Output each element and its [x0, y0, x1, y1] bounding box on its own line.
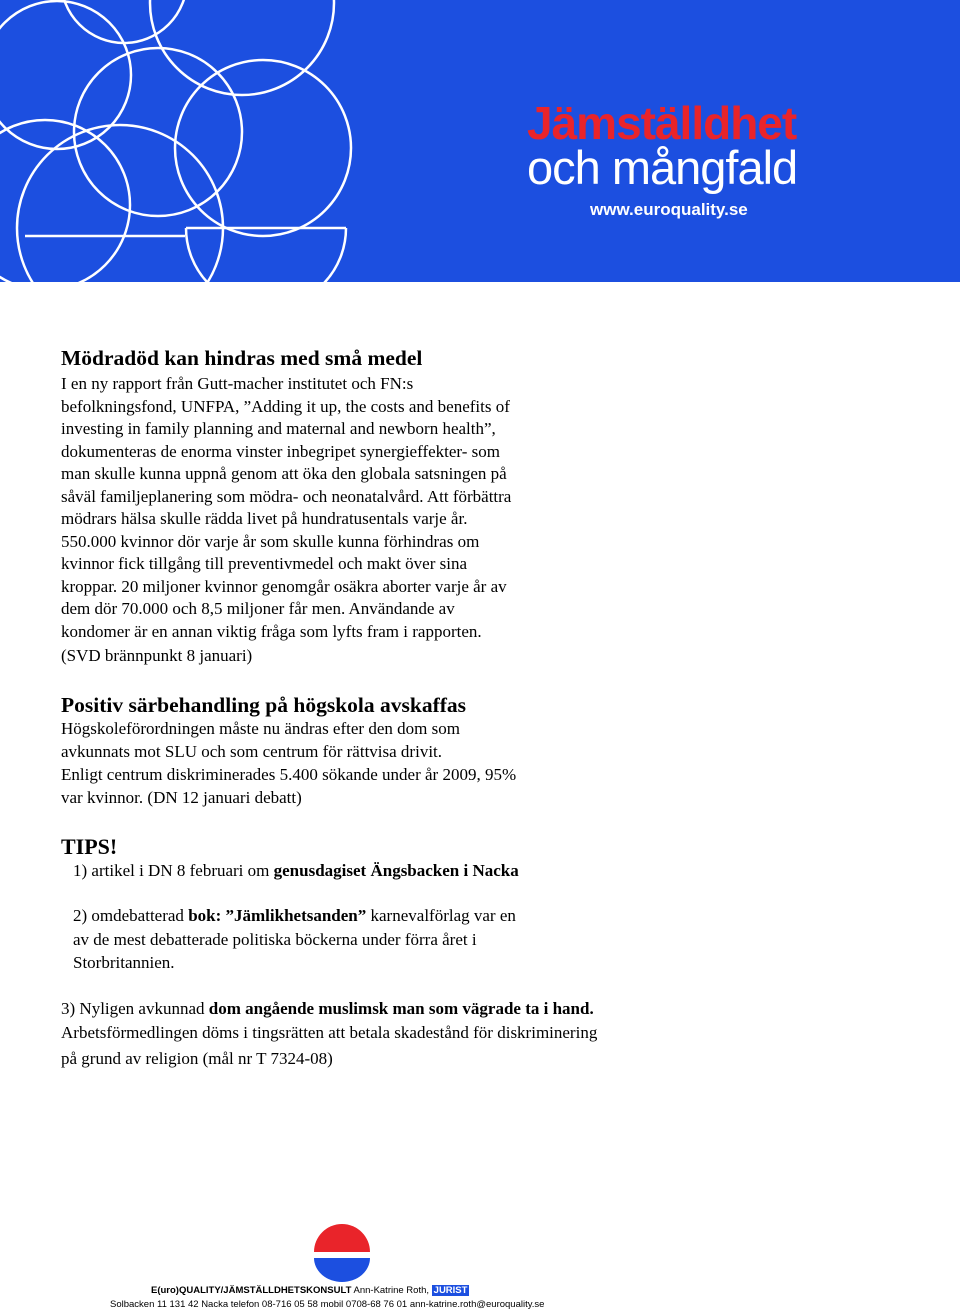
tip-3-line: Arbetsförmedlingen döms i tingsrätten att betala skadestånd för diskriminering	[61, 1023, 598, 1042]
tip-item-3	[61, 999, 594, 1019]
tip-2-line: av de mest debatterade politiska böckerna under förra året i	[73, 930, 477, 949]
tip-2-suffix: karnevalförlag var en	[366, 906, 516, 925]
jurist-badge: JURIST	[433, 1285, 468, 1296]
article1-line: investing in family planning and maternal and newborn health”,	[61, 419, 496, 438]
footer-consultancy	[151, 1285, 469, 1296]
footer-contact: Solbacken 11 131 42 Nacka telefon 08-716 05 58 mobil 0708-68 76 01 ann-katrine.roth@euroquality.se	[110, 1299, 545, 1310]
article2-title: Positiv särbehandling på högskola avskaffas	[61, 693, 467, 717]
article1-line: kondomer är en annan viktig fråga som lyfts fram i rapporten.	[61, 622, 482, 641]
tip-3-text: 3) Nyligen avkunnad	[61, 999, 209, 1018]
article1-line: dem dör 70.000 och 8,5 miljoner får men. Användande av	[61, 599, 455, 618]
website-url[interactable]: www.euroquality.se	[590, 200, 748, 219]
article1-line: befolkningsfond, UNFPA, ”Adding it up, the costs and benefits of	[61, 397, 510, 416]
tip-item-1	[73, 861, 519, 881]
tip-3-highlight: dom angående muslimsk man som vägrade ta i hand.	[208, 999, 594, 1018]
tip-2-highlight: bok: ”Jämlikhetsanden”	[188, 906, 367, 925]
tip-1-text: 1) artikel i DN 8 februari om	[73, 861, 274, 880]
article1-title: Mödradöd kan hindras med små medel	[61, 346, 423, 370]
header-banner	[0, 0, 960, 282]
brand-subtitle: och mångfald	[527, 141, 798, 194]
article1-source: (SVD brännpunkt 8 januari)	[61, 646, 253, 665]
tip-2-text: 2) omdebatterad	[73, 906, 189, 925]
tip-2-line: Storbritannien.	[73, 953, 175, 972]
decorative-circles	[0, 0, 960, 282]
article2-line: avkunnats mot SLU och som centrum för rättvisa drivit.	[61, 742, 443, 761]
article1-line: I en ny rapport från Gutt-macher institutet och FN:s	[61, 374, 414, 393]
article1-line: man skulle kunna uppnå genom att öka den globala satsningen på	[61, 464, 507, 483]
article2-line: Högskoleförordningen måste nu ändras efter den dom som	[61, 719, 460, 738]
article1-line: 550.000 kvinnor dör varje år som skulle kunna förhindras om	[61, 532, 480, 551]
consultancy-name: E(uro)QUALITY/JÄMSTÄLLDHETSKONSULT	[151, 1285, 352, 1296]
article1-line: kvinnor fick tillgång till preventivmedel och makt över sina	[61, 554, 468, 573]
tip-1-highlight: genusdagiset Ängsbacken i Nacka	[273, 861, 519, 880]
tip-item-2	[73, 906, 516, 926]
brand-title: Jämställdhet	[527, 97, 797, 149]
article1-line: såväl familjeplanering som mödra- och neonatalvård. Att förbättra	[61, 487, 512, 506]
article2-line: Enligt centrum diskriminerades 5.400 sökande under år 2009, 95%	[61, 765, 517, 784]
article1-line: mödrars hälsa skulle rädda livet på hundratusentals varje år.	[61, 509, 468, 528]
tips-heading: TIPS!	[61, 834, 118, 859]
article1-line: dokumenteras de enorma vinster inbegripet synergieffekter- som	[61, 442, 501, 461]
tip-3-line: på grund av religion (mål nr T 7324-08)	[61, 1049, 333, 1068]
consultant-name: Ann-Katrine Roth,	[353, 1285, 430, 1296]
euroquality-logo-icon	[306, 1222, 378, 1282]
article1-line: kroppar. 20 miljoner kvinnor genomgår osäkra aborter varje år av	[61, 577, 507, 596]
article2-line: var kvinnor. (DN 12 januari debatt)	[61, 788, 302, 807]
